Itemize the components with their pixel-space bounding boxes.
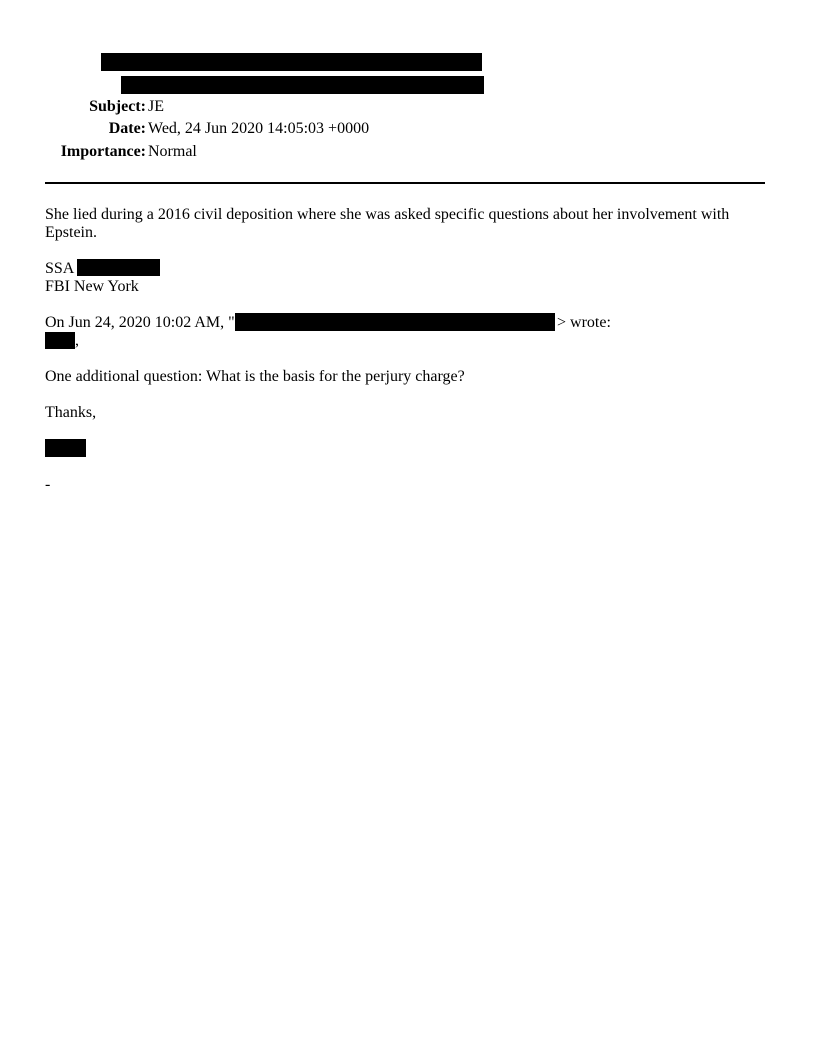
trailing-dash: - [45, 476, 51, 493]
signature-office: FBI New York [45, 278, 139, 295]
subject-value: JE [148, 98, 164, 115]
question-line: One additional question: What is the basis for the perjury charge? [45, 368, 465, 385]
quote-attribution-prefix: On Jun 24, 2020 10:02 AM, " [45, 314, 235, 331]
redacted-from-line [101, 53, 482, 71]
body-paragraph: She lied during a 2016 civil deposition where she was asked specific questions about her involvement with Epstein. [45, 206, 730, 241]
subject-label: Subject: [89, 98, 146, 115]
header-divider [45, 182, 765, 184]
date-value: Wed, 24 Jun 2020 14:05:03 +0000 [148, 120, 370, 137]
salutation-comma: , [75, 332, 79, 349]
redacted-salutation-name [45, 332, 75, 349]
redacted-sender-address [235, 313, 555, 331]
signature-title-text: SSA [45, 260, 75, 277]
signature-title [45, 260, 74, 278]
importance-label: Importance: [60, 143, 146, 160]
redacted-closing-signature [45, 439, 86, 457]
quote-attribution-suffix: > wrote: [557, 314, 611, 331]
redacted-to-line [121, 76, 484, 94]
date-label: Date: [108, 120, 146, 137]
closing-line: Thanks, [45, 404, 97, 421]
importance-value: Normal [148, 143, 197, 160]
redacted-signature-name [77, 259, 160, 276]
